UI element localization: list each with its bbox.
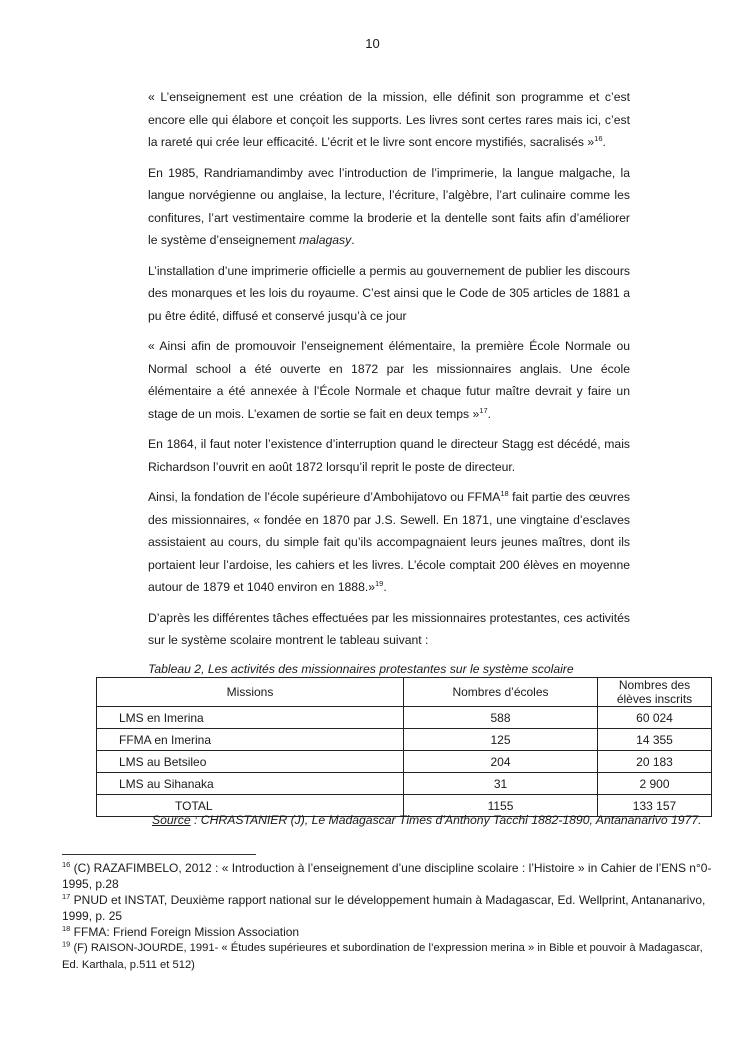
- paragraph-end: .: [351, 233, 355, 247]
- paragraph-text: En 1985, Randriamandimby avec l’introduction de l’imprimerie, la langue malgache, la langue norvégienne ou anglaise, la lecture, l’écriture, l’algèbre, l’art culinaire comme les confitures, l’art vestimentaire comme la broderie et la dentelle sont faits afin d’améliorer le système d’enseignement: [148, 165, 630, 247]
- cell-eleves: 60 024: [598, 707, 712, 729]
- table-row: [97, 773, 712, 795]
- footnote-ref[interactable]: 16: [594, 133, 603, 143]
- footnote-16: [62, 860, 722, 892]
- footnote-18: [62, 924, 722, 940]
- cell-mission: LMS au Sihanaka: [97, 773, 404, 795]
- page-number: 10: [365, 36, 380, 51]
- footnote-17: [62, 892, 722, 924]
- paragraph-7: [148, 607, 630, 652]
- paragraph-5: [148, 433, 630, 478]
- footnote-number: 17: [62, 892, 71, 901]
- table-header-row: [97, 678, 712, 707]
- cell-ecoles: 588: [404, 707, 598, 729]
- header-ecoles: Nombres d’écoles: [404, 678, 598, 707]
- cell-mission: LMS au Betsileo: [97, 751, 404, 773]
- footnote-text: (F) RAISON-JOURDE, 1991- « Études supérieures et subordination de l’expression merina » in Bible et pouvoir à Madagascar, Ed. Karthala, p.511 et 512): [62, 942, 703, 971]
- missions-table: [96, 677, 712, 817]
- paragraph-text: D’après les différentes tâches effectuées par les missionnaires protestantes, ces activités sur le système scolaire montrent le tableau suivant :: [148, 610, 630, 647]
- paragraph-text: fait partie des œuvres des missionnaires, « fondée en 1870 par J.S. Sewell. En 1871, une vingtaine d’esclaves assistaient au cours, du simple fait qu’ils accompagnaient leurs jeunes maîtres, dont ils portaient leur l’ardoise, les cahiers et les livres. L’école comptait 200 élèves en moyenne autour de 1879 et 1040 environ en 1888.»: [148, 490, 631, 594]
- cell-eleves: 14 355: [598, 729, 712, 751]
- footnote-number: 19: [62, 939, 71, 949]
- header-eleves: Nombres des élèves inscrits: [598, 678, 712, 707]
- source-text: : CHRASTANIER (J), Le Madagascar Times d’Anthony Tacchi 1882-1890, Antananarivo 1977.: [190, 813, 702, 827]
- footnote-number: 18: [62, 924, 71, 933]
- footnote-ref[interactable]: 18: [500, 488, 509, 498]
- paragraph-3: [148, 260, 630, 328]
- cell-mission: FFMA en Imerina: [97, 729, 404, 751]
- paragraph-text: L’installation d’une imprimerie officielle a permis au gouvernement de publier les discours des monarques et les lois du royaume. C’est ainsi que le Code de 305 articles de 1881 a pu être édité, diffusé et conservé jusqu’à ce jour: [148, 263, 630, 323]
- paragraph-text: « Ainsi afin de promouvoir l’enseignement élémentaire, la première École Normale ou Normal school a été ouverte en 1872 par les missionnaires anglais. Une école élémentaire a été annexée à l’École Normale et chaque futur maître devrait y faire un stage de un mois. L’examen de sortie se fait en deux temps »: [148, 339, 630, 421]
- table-source: [152, 813, 702, 827]
- cell-ecoles: 125: [404, 729, 598, 751]
- footnote-text: PNUD et INSTAT, Deuxième rapport national sur le développement humain à Madagascar, Ed. Wellprint, Antananarivo, 1999, p. 25: [62, 893, 706, 923]
- footnote-ref[interactable]: 19: [375, 578, 384, 588]
- footnote-text: FFMA: Friend Foreign Mission Association: [70, 925, 300, 939]
- paragraph-1: [148, 86, 630, 154]
- table-row: [97, 729, 712, 751]
- footnote-19: [62, 940, 722, 974]
- footnote-text: (C) RAZAFIMBELO, 2012 : « Introduction à l’enseignement d’une discipline scolaire : l’Histoire » in Cahier de l’ENS n°0-1995, p.28: [62, 861, 712, 891]
- footnote-number: 16: [62, 860, 71, 869]
- body-text: [148, 86, 630, 682]
- paragraph-6: [148, 486, 630, 599]
- footnote-separator: [62, 854, 256, 855]
- header-missions: Missions: [97, 678, 404, 707]
- paragraph-4: [148, 335, 630, 425]
- italic-term: malagasy: [299, 233, 352, 247]
- cell-total-ecoles: 1155: [404, 795, 598, 817]
- cell-ecoles: 204: [404, 751, 598, 773]
- cell-total-eleves: 133 157: [598, 795, 712, 817]
- source-label: Source: [152, 813, 191, 827]
- cell-total-label: TOTAL: [97, 795, 404, 817]
- table-caption: Tableau 2, Les activités des missionnaires protestantes sur le système scolaire: [148, 661, 574, 676]
- paragraph-text: « L’enseignement est une création de la mission, elle définit son programme et c’est encore elle qui élabore et conçoit les supports. Les livres sont certes rares mais ici, c’est la rareté qui crée leur efficacité. L’écrit et le livre sont encore mystifiés, sacralisés »: [148, 90, 630, 149]
- paragraph-2: [148, 162, 630, 252]
- footnotes: [62, 860, 722, 974]
- cell-eleves: 2 900: [598, 773, 712, 795]
- paragraph-end: .: [383, 580, 387, 594]
- paragraph-text: Ainsi, la fondation de l’école supérieure d’Ambohijatovo ou FFMA: [148, 490, 501, 504]
- cell-eleves: 20 183: [598, 751, 712, 773]
- table-row: [97, 707, 712, 729]
- cell-mission: LMS en Imerina: [97, 707, 404, 729]
- cell-ecoles: 31: [404, 773, 598, 795]
- paragraph-end: .: [487, 406, 492, 421]
- paragraph-text: En 1864, il faut noter l’existence d’interruption quand le directeur Stagg est décédé, mais Richardson l’ouvrit en août 1872 lorsqu’il reprit le poste de directeur.: [148, 437, 630, 474]
- paragraph-end: .: [602, 135, 606, 149]
- footnote-ref[interactable]: 17: [479, 405, 488, 415]
- table-row: [97, 751, 712, 773]
